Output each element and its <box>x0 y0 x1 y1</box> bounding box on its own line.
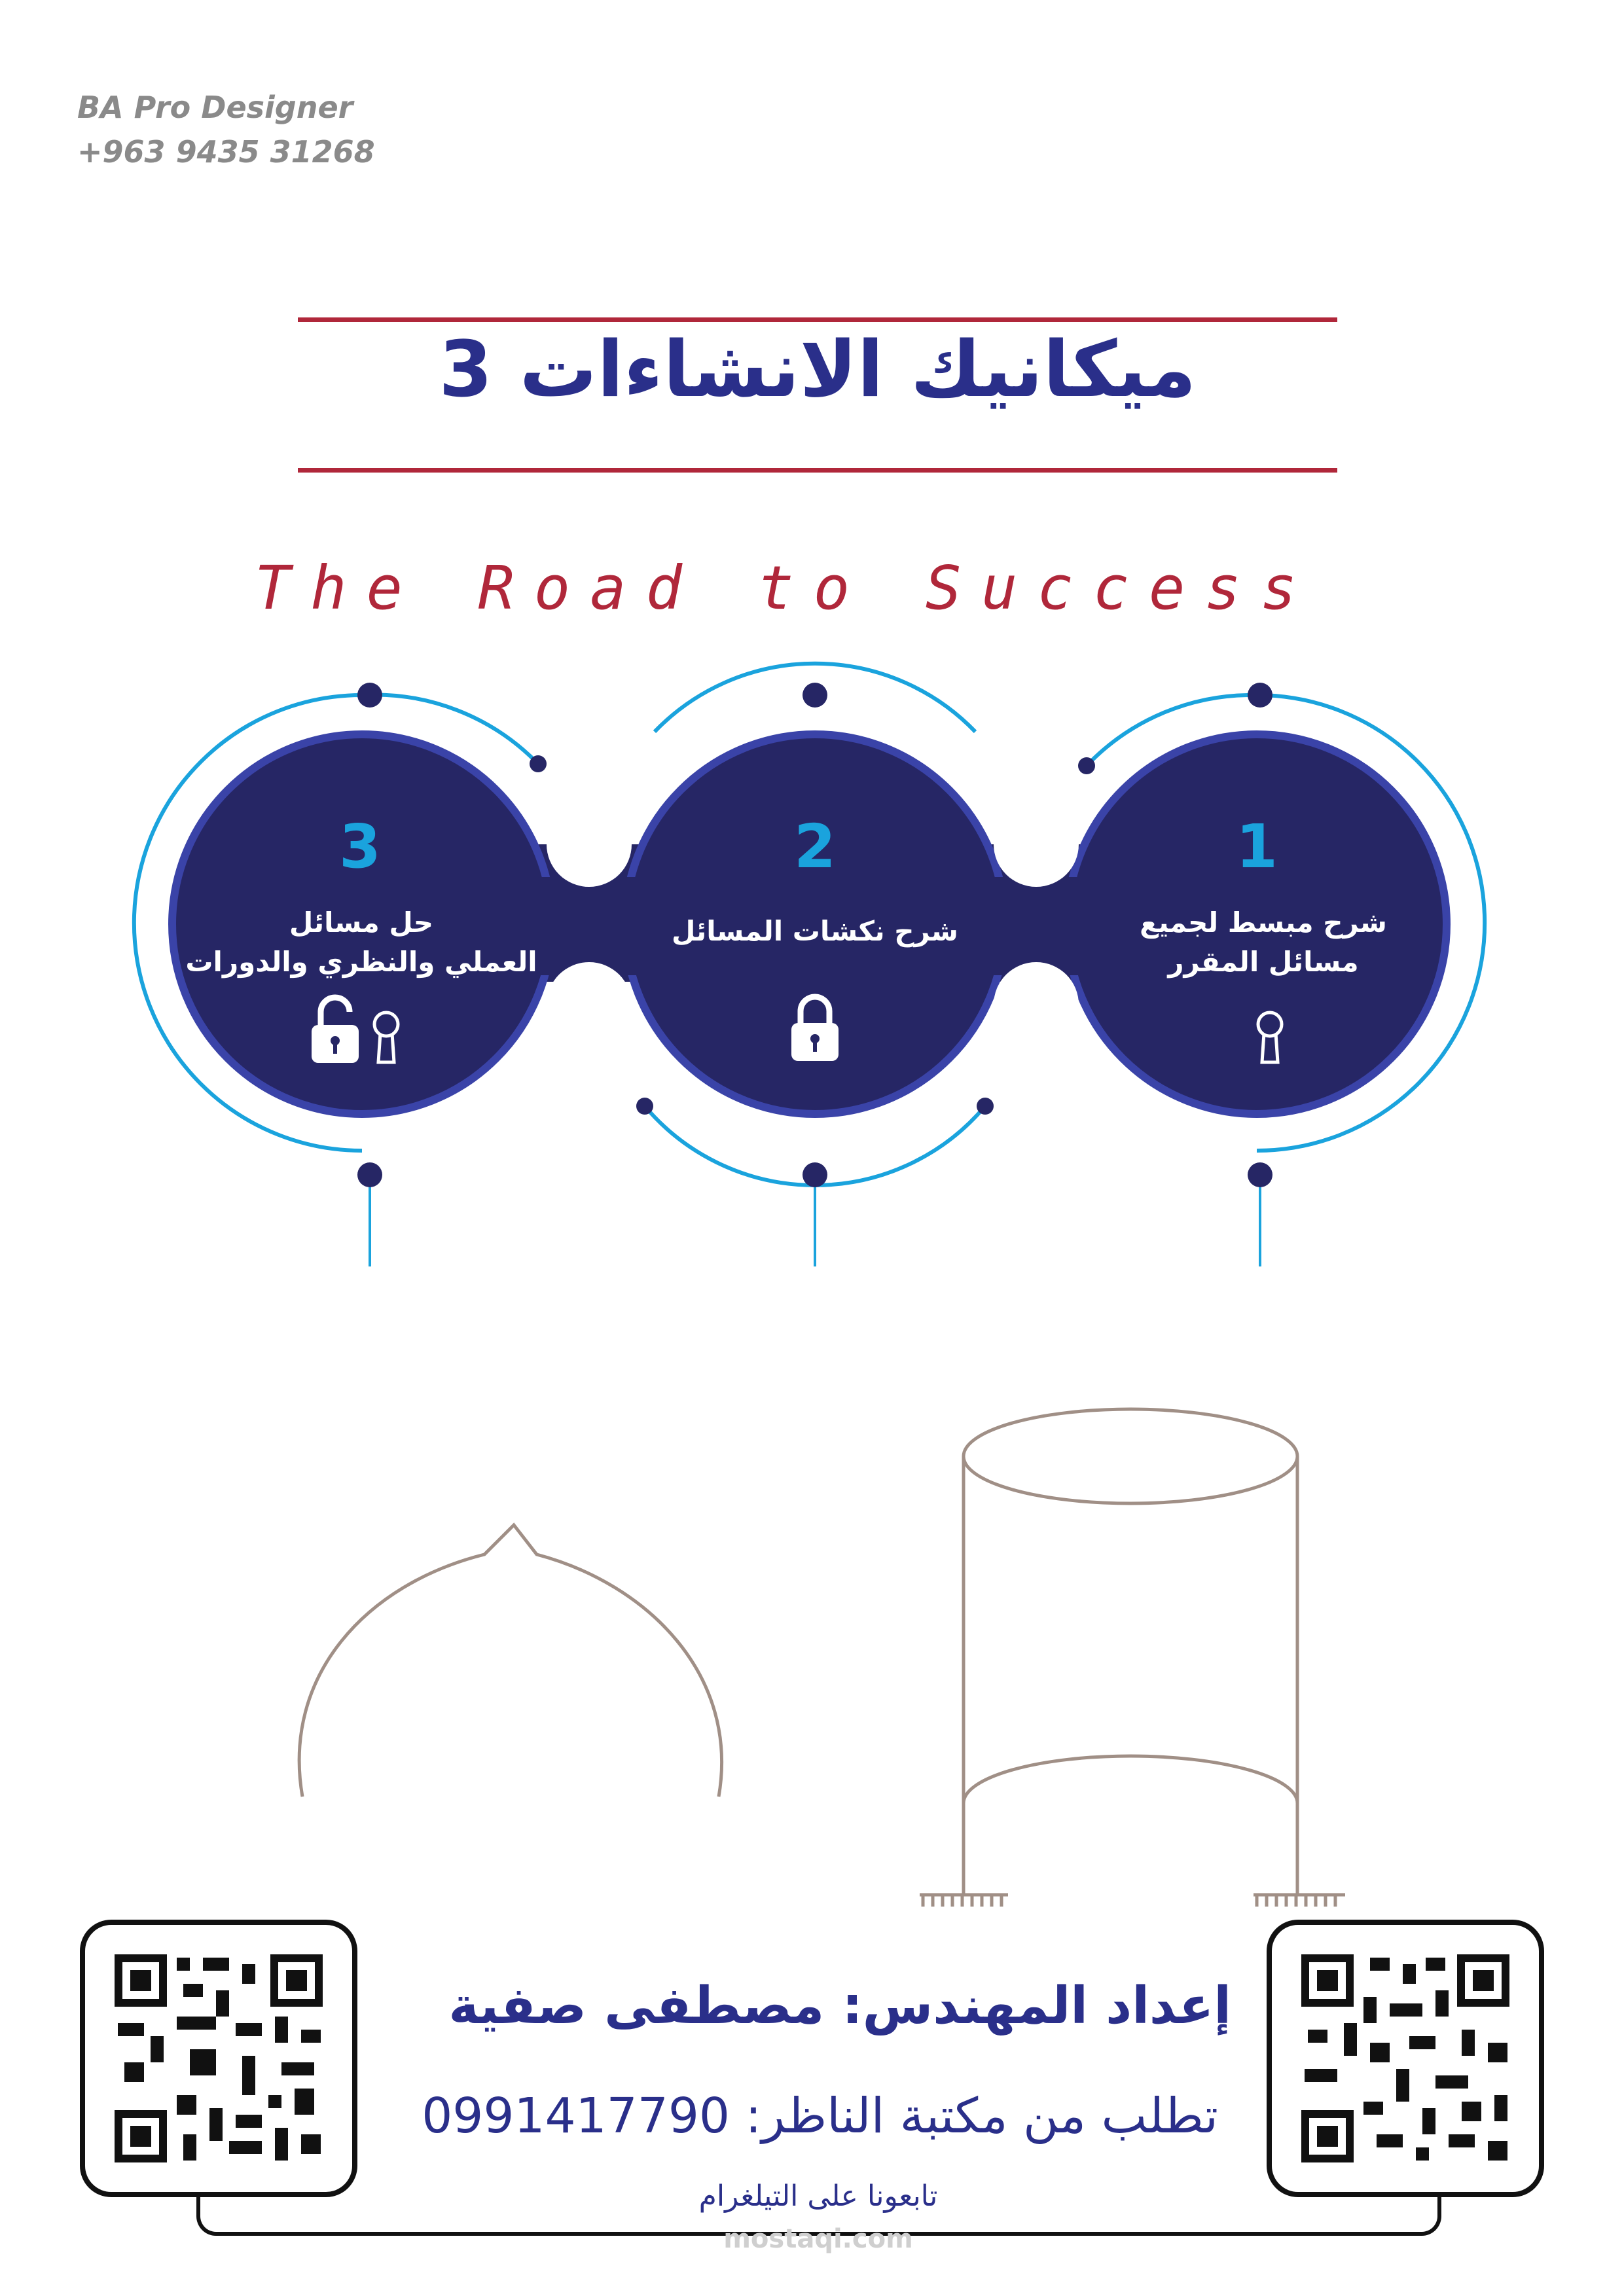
telegram-follow[interactable]: تابعونا على التيلغرام <box>698 2179 938 2213</box>
dot <box>530 755 547 772</box>
title-bottom-rule <box>298 468 1337 473</box>
tagline: The Road to Success <box>254 553 1317 623</box>
title-top-rule <box>298 317 1337 322</box>
dot <box>636 1098 653 1115</box>
step-1-line-1: شرح مبسط لجميع <box>1140 906 1387 939</box>
dot <box>1248 1162 1272 1187</box>
dot <box>977 1098 994 1115</box>
step-1-number: 1 <box>1235 812 1278 882</box>
dot <box>1078 757 1095 774</box>
step-1-text <box>1080 903 1447 982</box>
step-3-line-2: العملي والنظري والدورات <box>185 946 537 978</box>
engineer-credit: إعداد المهندس: مصطفى صفية <box>448 1977 1231 2036</box>
page-title: ميكانيك الانشاءات 3 <box>439 324 1197 414</box>
dot <box>803 683 827 708</box>
watermark: mostaqi.com <box>723 2224 913 2254</box>
qr-code-right[interactable] <box>1267 1920 1544 2197</box>
notch-top-left <box>547 802 632 887</box>
dot <box>803 1162 827 1187</box>
designer-phone: +963 9435 31268 <box>77 134 375 170</box>
notch-bottom-right <box>994 962 1079 1047</box>
dome-drawing <box>299 1525 721 1797</box>
notch-top-right <box>994 802 1079 887</box>
dot <box>357 683 382 708</box>
dot <box>357 1162 382 1187</box>
designer-credit <box>77 85 375 174</box>
step-2-text <box>632 912 998 951</box>
qr-code-left[interactable] <box>80 1920 357 2197</box>
step-3-number: 3 <box>338 812 381 882</box>
qr-code-icon <box>85 1925 352 2192</box>
dot <box>1248 683 1272 708</box>
step-2-number: 2 <box>793 812 836 882</box>
tank-drawing <box>920 1409 1345 1907</box>
step-3-line-1: حل مسائل <box>289 906 434 939</box>
designer-name: BA Pro Designer <box>77 90 353 125</box>
step-1-line-2: مسائل المقرر <box>1168 946 1359 978</box>
step-3-text <box>178 903 545 982</box>
step-2-line-1: شرح نكشات المسائل <box>672 915 958 947</box>
library-order-info: تطلب من مكتبة الناظر: 0991417790 <box>422 2088 1218 2144</box>
qr-code-icon <box>1272 1925 1539 2192</box>
notch-bottom-left <box>547 962 632 1047</box>
structure-drawings <box>0 1374 1624 1931</box>
